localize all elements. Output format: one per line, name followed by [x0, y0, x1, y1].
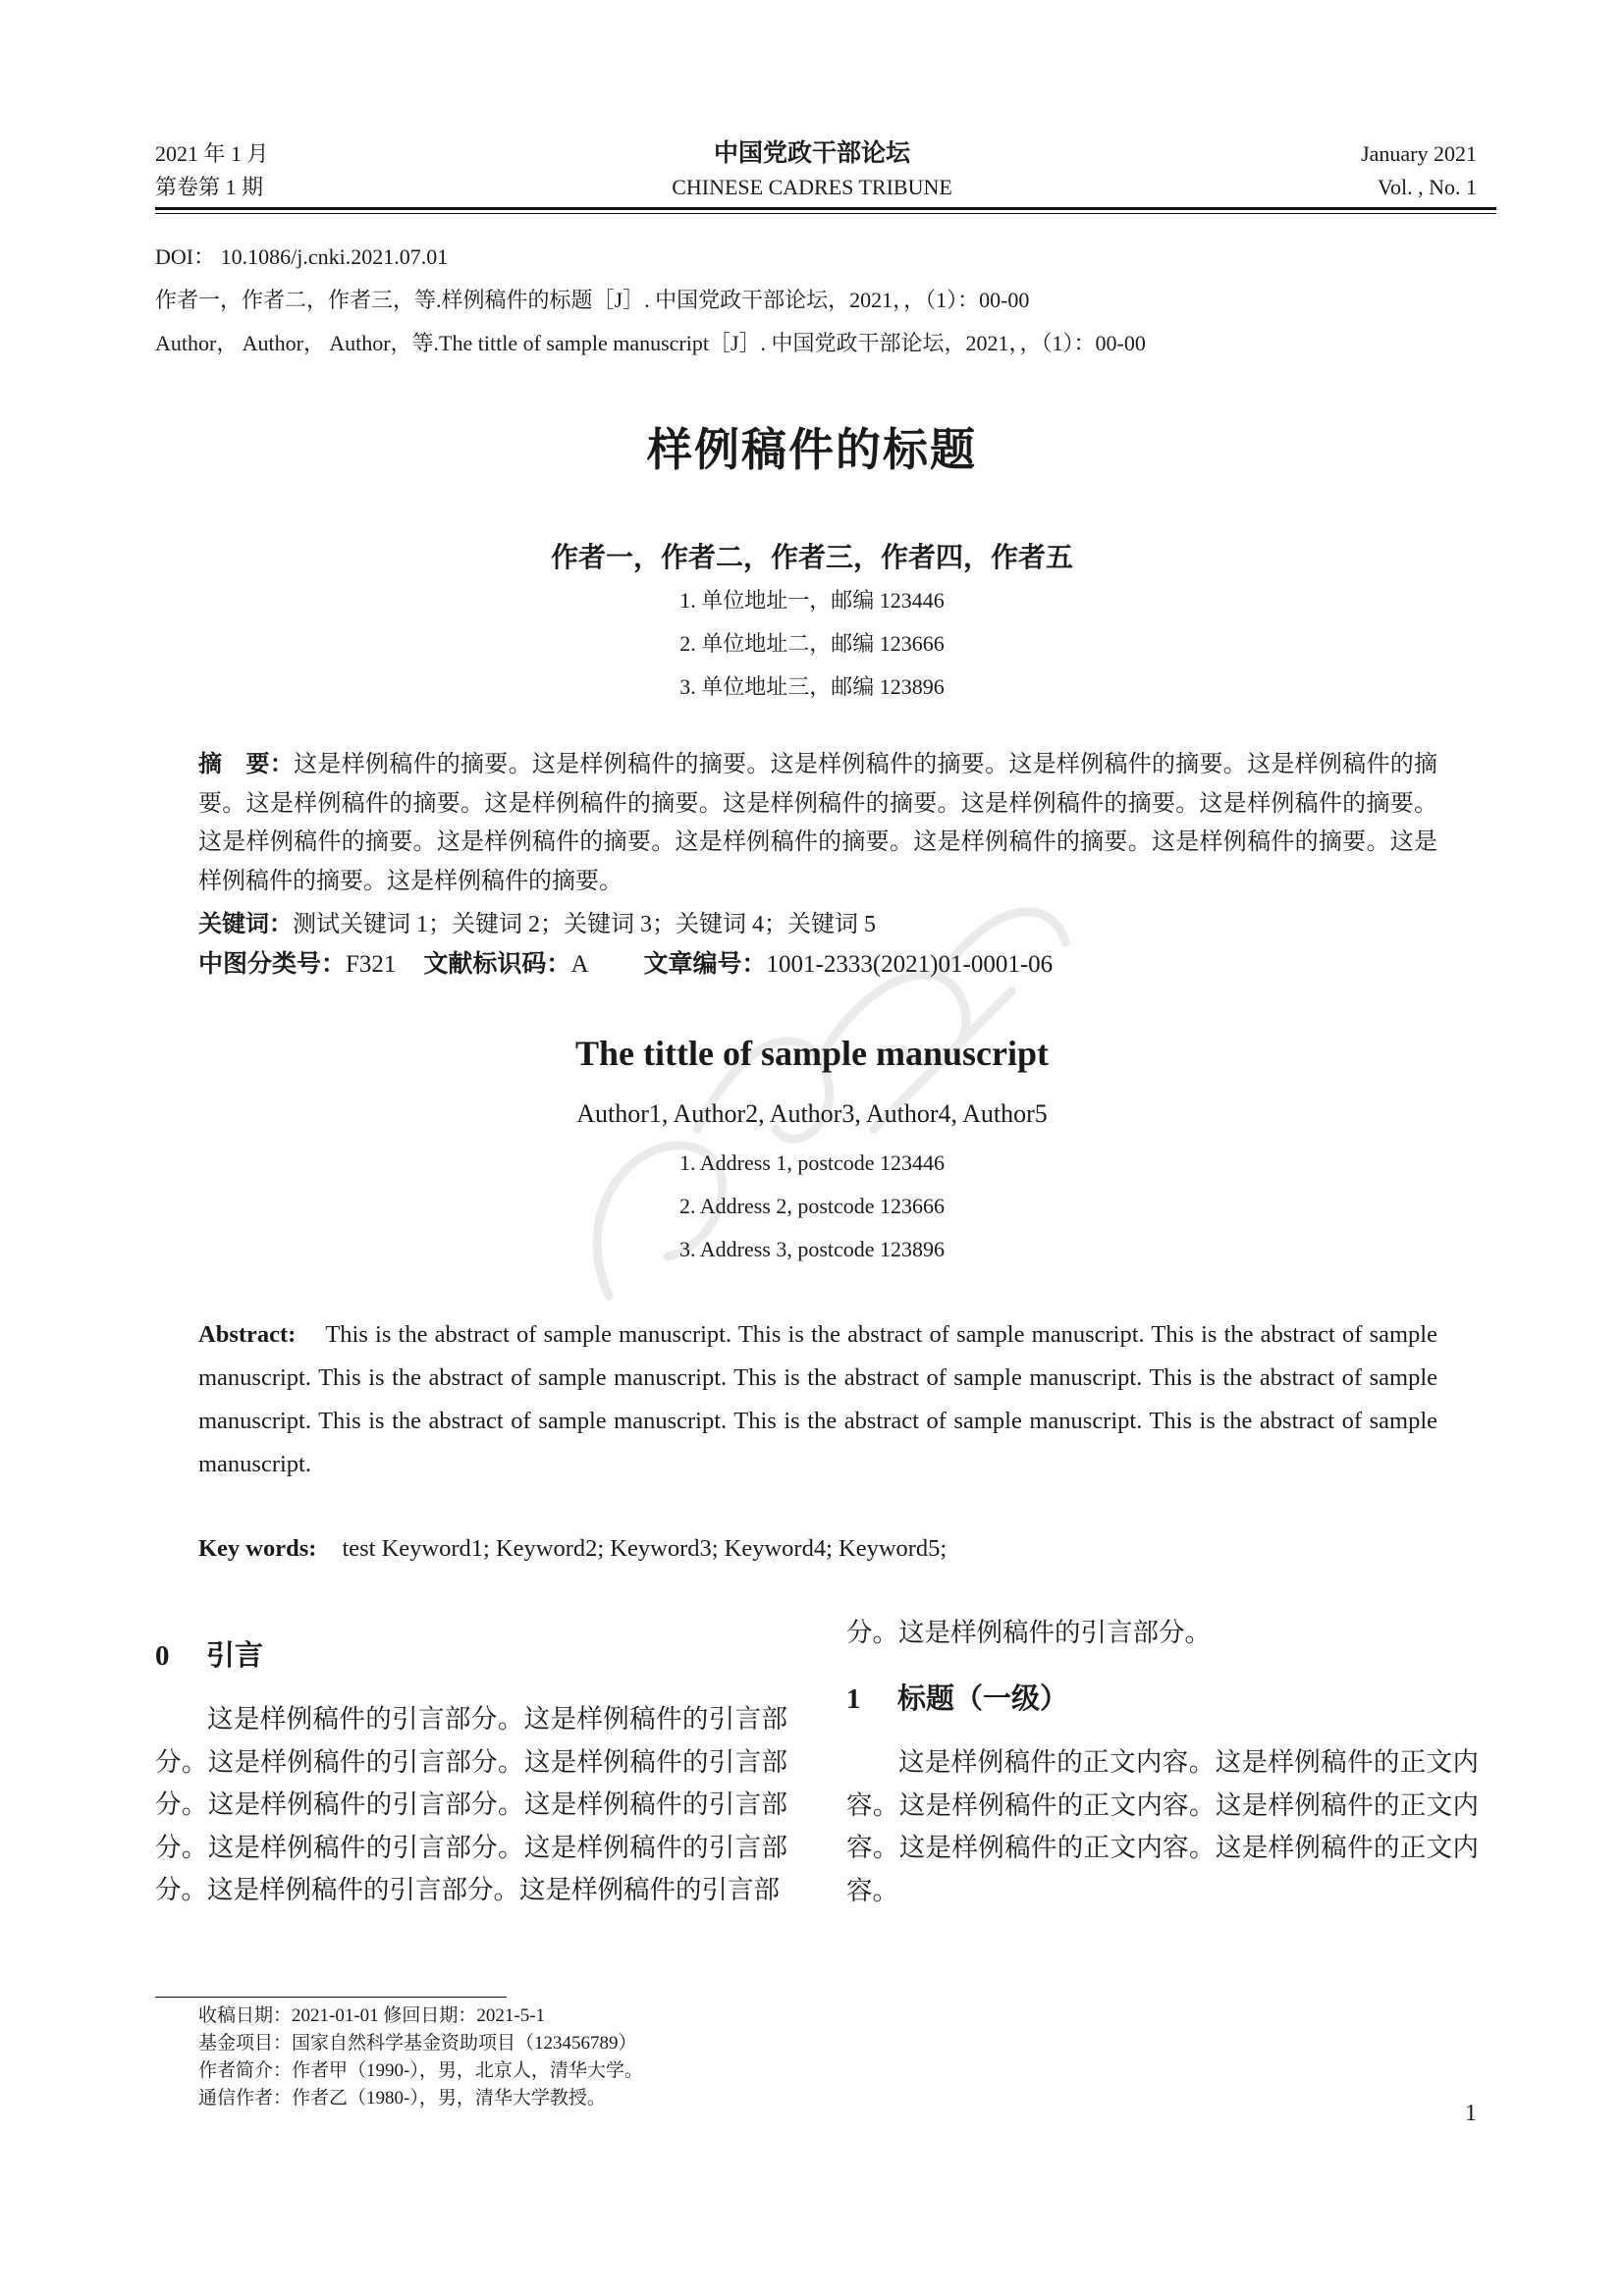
journal-name-en: CHINESE CADRES TRIBUNE [672, 175, 952, 199]
footnote-rule [155, 1997, 507, 1998]
abstract-en-label: Abstract: [198, 1321, 297, 1348]
article-number-value: 1001-2333(2021)01-0001-06 [766, 951, 1054, 978]
footnote-author-bio: 作者简介：作者甲（1990-），男，北京人，清华大学。 [198, 2060, 643, 2081]
article-number-label: 文章编号： [643, 951, 767, 978]
affiliations-en [0, 1142, 1624, 1271]
author-list-en: Author1, Author2, Author3, Author4, Author5 [576, 1099, 1048, 1128]
affiliations-cn [0, 579, 1624, 709]
doi-line: DOI： 10.1086/j.cnki.2021.07.01 [155, 244, 449, 269]
page-number: 1 [1465, 2101, 1477, 2126]
keywords-cn [198, 905, 876, 944]
abstract-en [198, 1313, 1437, 1486]
clc-label: 中图分类号： [198, 951, 347, 978]
keywords-cn-text: 测试关键词 1；关键词 2；关键词 3；关键词 4；关键词 5 [293, 912, 876, 937]
abstract-en-text: This is the abstract of sample manuscript. This is the abstract of sample manuscript. This is the abstract of sample manuscript. This is the abstract of sample manuscript. This is the abstract of sample manuscript. This is the abstract of sample manuscript. This is the abstract of sample manuscript. This is the abstract of sample manuscript. This is the abstract of sample manuscript. [198, 1321, 1437, 1477]
affiliation-en: 3. Address 3, postcode 123896 [678, 1237, 946, 1261]
keywords-en-text: test Keyword1; Keyword2; Keyword3; Keyword4; Keyword5; [342, 1535, 947, 1562]
abstract-cn-label: 摘 要： [198, 752, 295, 777]
section-0-continuation: 分。这是样例稿件的引言部分。 [846, 1618, 1211, 1647]
affiliation-cn: 1. 单位地址一，邮编 123446 [679, 588, 945, 613]
classification-line [198, 945, 1053, 985]
keywords-en-label: Key words: [198, 1535, 317, 1562]
abstract-cn [198, 746, 1437, 901]
section-number: 1 [846, 1683, 861, 1715]
footnote-received-date: 收稿日期：2021-01-01 修回日期：2021-5-1 [198, 2005, 546, 2026]
keywords-en [198, 1527, 947, 1571]
author-list-cn: 作者一，作者二，作者三，作者四，作者五 [550, 543, 1073, 573]
footnotes [198, 2002, 643, 2112]
header-rule-thick [155, 207, 1496, 210]
keywords-cn-label: 关键词： [198, 912, 293, 937]
affiliation-en: 2. Address 2, postcode 123666 [678, 1194, 946, 1218]
paper-title-en: The tittle of sample manuscript [575, 1034, 1049, 1073]
clc-value: F321 [346, 951, 397, 978]
section-0-paragraph: 这是样例稿件的引言部分。这是样例稿件的引言部分。这是样例稿件的引言部分。这是样例稿件的引言部分。这是样例稿件的引言部分。这是样例稿件的引言部分。这是样例稿件的引言部分。这是样例稿件的引言部分。这是样例稿件的引言部分。这是样例稿件的引言部 [155, 1704, 787, 1904]
citation-cn: 作者一，作者二，作者三，等.样例稿件的标题［J］. 中国党政干部论坛，2021，，（1）：00-00 [155, 288, 1030, 312]
section-heading-1 [846, 1677, 1479, 1717]
abstract-cn-text: 这是样例稿件的摘要。这是样例稿件的摘要。这是样例稿件的摘要。这是样例稿件的摘要。这是样例稿件的摘要。这是样例稿件的摘要。这是样例稿件的摘要。这是样例稿件的摘要。这是样例稿件的摘要。这是样例稿件的摘要。这是样例稿件的摘要。这是样例稿件的摘要。这是样例稿件的摘要。这是样例稿件的摘要。这是样例稿件的摘要。这是样例稿件的摘要。这是样例稿件的摘要。 [198, 752, 1438, 894]
citation-en: Author， Author， Author，等.The tittle of sample manuscript［J］. 中国党政干部论坛，2021，，（1）：00-00 [155, 331, 1146, 355]
journal-name-cn: 中国党政干部论坛 [713, 140, 910, 167]
paper-title-cn: 样例稿件的标题 [647, 425, 977, 475]
affiliation-cn: 2. 单位地址二，邮编 123666 [679, 631, 945, 656]
citation-block [155, 236, 1146, 365]
section-number: 0 [155, 1640, 170, 1672]
affiliation-cn: 3. 单位地址三，邮编 123896 [679, 674, 945, 699]
affiliation-en: 1. Address 1, postcode 123446 [678, 1150, 946, 1175]
header-date-en: January 2021 [1361, 141, 1477, 166]
header-volume-cn: 第卷第 1 期 [155, 175, 264, 199]
header-volume-en: Vol. , No. 1 [1377, 175, 1477, 199]
footnote-funding: 基金项目：国家自然科学基金资助项目（123456789） [198, 2033, 637, 2054]
header-issue-en [1361, 137, 1477, 204]
section-title: 引言 [206, 1640, 264, 1672]
section-heading-0 [155, 1633, 787, 1674]
section-1-paragraph: 这是样例稿件的正文内容。这是样例稿件的正文内容。这是样例稿件的正文内容。这是样例稿件的正文内容。这是样例稿件的正文内容。这是样例稿件的正文内容。 [846, 1747, 1479, 1905]
doc-code-label: 文献标识码： [423, 951, 571, 978]
header-date-cn: 2021 年 1 月 [155, 141, 269, 166]
header-rule-thin [155, 213, 1496, 214]
footnote-corresponding-author: 通信作者：作者乙（1980-），男，清华大学教授。 [198, 2088, 606, 2109]
doc-code-value: A [570, 951, 589, 978]
section-title: 标题（一级） [897, 1683, 1069, 1715]
